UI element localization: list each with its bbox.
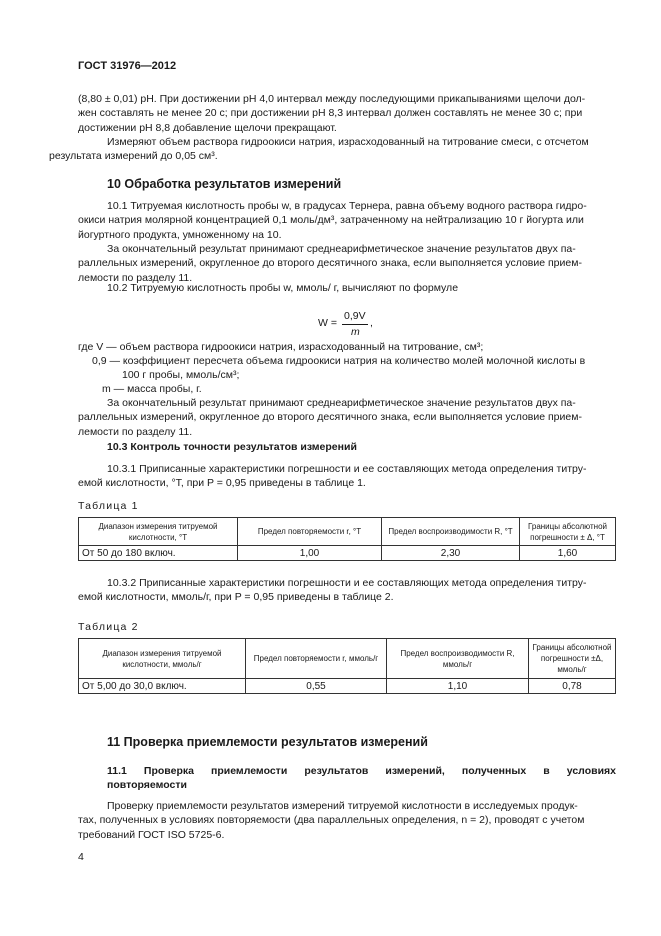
table-2	[78, 638, 616, 694]
table-header-row	[79, 518, 616, 546]
table-header-cell: Границы абсолютной погрешности ±Δ, ммоль/г	[529, 639, 616, 679]
table-1	[78, 517, 616, 561]
formula-comma: ,	[370, 317, 373, 329]
paragraph-10-1: 10.1 Титруемая кислотность пробы w, в градусах Тернера, равна объему водного раствора гидро- окиси натрия молярной концентрацией 0,1 моль/дм³, затраченному на нейтрализацию 10 г йогурта или йогуртного продукта, умноженному на 10.	[78, 200, 587, 241]
paragraph-10-3-1: 10.3.1 Приписанные характеристики погрешности и ее составляющих метода определения титру- емой кислотности, °Т, при P = 0,95 приведены в таблице 1.	[78, 463, 587, 490]
final-result-paragraph-1: За окончательный результат принимают среднеарифметическое значение результатов двух па- раллельных измерений, округленное до второго десятичного знака, если выполняется условие прием- лемости по разделу 11.	[78, 243, 582, 284]
formula-numerator: 0,9V	[344, 310, 366, 322]
formula-lhs: W =	[318, 317, 337, 329]
table-cell: От 50 до 180 включ.	[79, 546, 238, 561]
paragraph-10-3-2: 10.3.2 Приписанные характеристики погрешности и ее составляющих метода определения титру- емой кислотности, ммоль/г, при P = 0,95 приведены в таблице 2.	[78, 577, 587, 604]
section-10-title: 10 Обработка результатов измерений	[107, 177, 342, 191]
where-line-2: 0,9 — коэффициент пересчета объема гидроокиси натрия на количество молей молочной кислоты в	[92, 355, 586, 367]
table-header-cell: Предел воспроизводимости R, ммоль/г	[387, 639, 529, 679]
where-line-1: где V — объем раствора гидроокиси натрия, израсходованный на титрование, см³;	[78, 341, 484, 353]
subsection-10-3-title: 10.3 Контроль точности результатов измерений	[107, 441, 357, 453]
table-row	[79, 679, 616, 694]
where-line-4: m — масса пробы, г.	[102, 383, 202, 395]
intro-paragraph-2: Измеряют объем раствора гидроокиси натрия, израсходованный на титрование смеси, с отсчетом результата измерений до 0,05 см³.	[49, 136, 589, 163]
subsection-11-1-title: 11.1 Проверка приемлемости результатов измерений, полученных в условиях	[107, 765, 616, 777]
document-header: ГОСТ 31976—2012	[78, 60, 177, 72]
table-cell: 0,78	[529, 679, 616, 694]
table-header-cell: Диапазон измерения титруемой кислотности, ммоль/г	[79, 639, 246, 679]
paragraph-11-1: Проверку приемлемости результатов измерений титруемой кислотности в исследуемых продук- тах, полученных в условиях повторяемости (два параллельных определения, n = 2), проводят с учетом требований ГОСТ ISO 5725-6.	[78, 800, 585, 841]
table-2-caption: Таблица 2	[78, 621, 139, 633]
where-line-3: 100 г пробы, ммоль/см³;	[122, 369, 240, 381]
table-header-cell: Предел повторяемости r, ммоль/г	[246, 639, 387, 679]
table-cell: От 5,00 до 30,0 включ.	[79, 679, 246, 694]
table-cell: 2,30	[382, 546, 520, 561]
final-result-paragraph-2: За окончательный результат принимают среднеарифметическое значение результатов двух па- раллельных измерений, округленное до второго десятичного знака, если выполняется условие прием- лемости по разделу 11.	[78, 397, 582, 438]
subsection-11-1-title-cont: повторяемости	[107, 779, 187, 791]
formula-denominator: m	[351, 326, 360, 338]
table-cell: 1,60	[520, 546, 616, 561]
table-header-row	[79, 639, 616, 679]
table-header-cell: Предел повторяемости r, °Т	[238, 518, 382, 546]
table-header-cell: Диапазон измерения титруемой кислотности, °Т	[79, 518, 238, 546]
table-row	[79, 546, 616, 561]
table-header-cell: Предел воспроизводимости R, °Т	[382, 518, 520, 546]
table-1-caption: Таблица 1	[78, 500, 139, 512]
table-cell: 0,55	[246, 679, 387, 694]
page-number: 4	[78, 851, 84, 863]
table-cell: 1,00	[238, 546, 382, 561]
fraction-line	[342, 324, 368, 325]
paragraph-10-2: 10.2 Титруемую кислотность пробы w, ммоль/ г, вычисляют по формуле	[107, 282, 459, 294]
intro-paragraph-1: (8,80 ± 0,01) pH. При достижении pH 4,0 интервал между последующими прикапываниями щелочи дол- жен составлять не менее 20 с; при достижении pH 8,3 интервал должен составлять не менее 30 с; при достижении pH 8,8 добавление щелочи прекращают.	[78, 93, 586, 134]
table-cell: 1,10	[387, 679, 529, 694]
section-11-title: 11 Проверка приемлемости результатов измерений	[107, 735, 428, 749]
table-header-cell: Границы абсолютной погрешности ± Δ, °Т	[520, 518, 616, 546]
